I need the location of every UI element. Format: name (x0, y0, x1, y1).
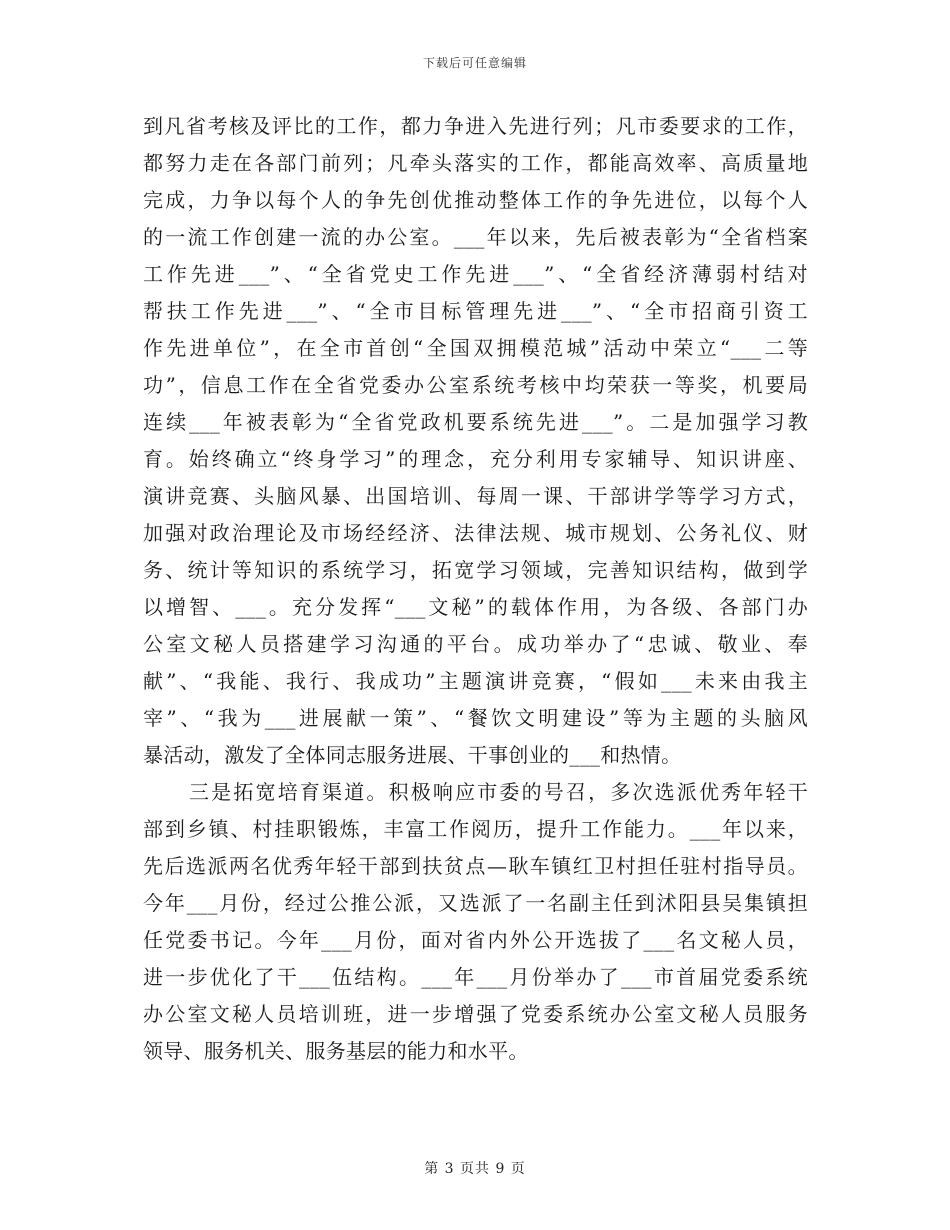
paragraph-line: 献”、“我能、我行、我成功”主题演讲竞赛，“假如___未来由我主 (143, 669, 808, 693)
paragraph-line: 帮扶工作先进___”、“全市目标管理先进___”、“全市招商引资工 (143, 299, 808, 323)
paragraph-line: 务、统计等知识的系统学习，拓宽学习领域，完善知识结构，做到学 (143, 558, 808, 582)
paragraph-line: 部到乡镇、村挂职锻炼，丰富工作阅历，提升工作能力。___年以来， (143, 817, 808, 841)
paragraph-line: 暴活动，激发了全体同志服务进展、干事创业的___和热情。 (143, 743, 682, 767)
paragraph-line: 功”，信息工作在全省党委办公室系统考核中均荣获一等奖，机要局 (143, 373, 808, 397)
paragraph-line: 办公室文秘人员培训班，进一步增强了党委系统办公室文秘人员服务 (143, 1002, 808, 1026)
paragraph-line: 领导、服务机关、服务基层的能力和水平。 (143, 1039, 529, 1063)
page-number: 第 3 页共 9 页 (424, 1161, 526, 1177)
paragraph-line: 今年___月份，经过公推公派，又选派了一名副主任到沭阳县吴集镇担 (143, 891, 808, 915)
paragraph-line: 到凡省考核及评比的工作，都力争进入先进行列；凡市委要求的工作， (143, 114, 808, 138)
paragraph-line: 都努力走在各部门前列；凡牵头落实的工作，都能高效率、高质量地 (143, 151, 808, 175)
paragraph-line: 公室文秘人员搭建学习沟通的平台。成功举办了“忠诚、敬业、奉 (143, 632, 808, 656)
paragraph-line: 演讲竞赛、头脑风暴、出国培训、每周一课、干部讲学等学习方式， (143, 484, 808, 508)
paragraph-line: 连续___年被表彰为“全省党政机要系统先进___”。二是加强学习教 (143, 410, 808, 434)
paragraph-line: 进一步优化了干___伍结构。___年___月份举办了___市首届党委系统 (143, 965, 808, 989)
paragraph-line: 作先进单位”，在全市首创“全国双拥模范城”活动中荣立“___二等 (143, 336, 808, 360)
paragraph-line: 完成，力争以每个人的争先创优推动整体工作的争先进位，以每个人 (143, 188, 808, 212)
paragraph-line: 工作先进___”、“全省党史工作先进___”、“全省经济薄弱村结对 (143, 262, 808, 286)
document-body (143, 108, 808, 1070)
paragraph-line: 先后选派两名优秀年轻干部到扶贫点—耿车镇红卫村担任驻村指导员。 (143, 854, 808, 878)
paragraph-line: 的一流工作创建一流的办公室。___年以来，先后被表彰为“全省档案 (143, 225, 808, 249)
paragraph-line: 宰”、“我为___进展献一策”、“餐饮文明建设”等为主题的头脑风 (143, 706, 808, 730)
paragraph-line: 三是拓宽培育渠道。积极响应市委的号召，多次选派优秀年轻干 (189, 780, 808, 804)
page-header: 下载后可任意编辑 (422, 56, 527, 70)
paragraph-line: 育。始终确立“终身学习”的理念，充分利用专家辅导、知识讲座、 (143, 447, 808, 471)
paragraph-line: 任党委书记。今年___月份，面对省内外公开选拔了___名文秘人员， (143, 928, 808, 952)
paragraph-line: 以增智、___。充分发挥“___文秘”的载体作用，为各级、各部门办 (143, 595, 808, 619)
paragraph-line: 加强对政治理论及市场经经济、法律法规、城市规划、公务礼仪、财 (143, 521, 808, 545)
